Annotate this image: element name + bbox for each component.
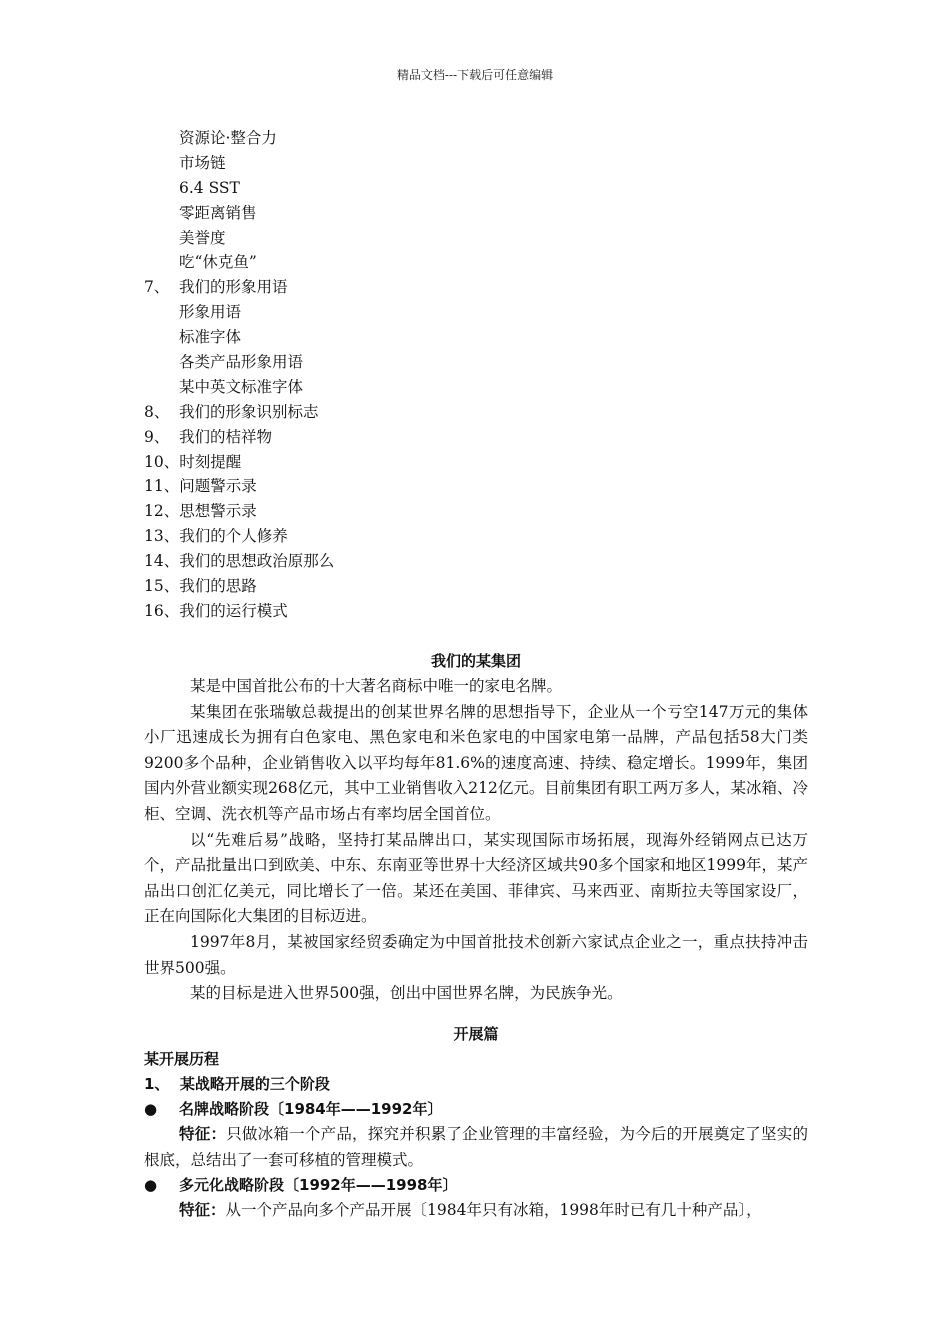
toc-item	[144, 226, 844, 251]
toc-item	[144, 574, 844, 599]
toc-text: 标准字体	[179, 328, 242, 347]
toc-text: 我们的形象识别标志	[179, 402, 319, 421]
toc-item	[144, 126, 844, 151]
section-title-development: 开展篇	[453, 1025, 499, 1043]
toc-number: 12、	[144, 502, 180, 521]
toc-item	[144, 450, 844, 475]
toc-text: 形象用语	[179, 303, 242, 322]
paragraph: 某是中国首批公布的十大著名商标中唯一的家电名牌。	[190, 677, 563, 695]
toc-number: 8、	[144, 402, 170, 421]
toc-number: 16、	[144, 601, 180, 620]
toc-text: 我们的思想政治原那么	[179, 552, 335, 571]
toc-item	[144, 599, 844, 624]
toc-text: 零距离销售	[179, 203, 257, 222]
toc-item	[144, 499, 844, 524]
toc-item	[144, 549, 844, 574]
toc-item	[144, 151, 844, 176]
toc-text: 市场链	[179, 153, 226, 172]
toc-item	[144, 425, 844, 450]
paragraph: 某的目标是进入世界500强，创出中国世界名牌，为民族争光。	[190, 984, 623, 1003]
feature-text: 从一个产品向多个产品开展〔1984年只有冰箱，1998年时已有几十种产品〕，	[225, 1201, 762, 1220]
stage-feature	[144, 1198, 808, 1224]
toc-number: 11、	[144, 477, 180, 496]
toc-text: 问题警示录	[179, 477, 257, 496]
history-heading: 某开展历程	[144, 1050, 220, 1068]
paragraph: 某集团在张瑞敏总裁提出的创某世界名牌的思想指导下，企业从一个亏空147万元的集体小厂迅速成长为拥有白色家电、黑色家电和米色家电的中国家电第一品牌，产品包括58大门类9200多个品种，企业销售收入以平均每年81.6%的速度高速、持续、稳定增长。1999年，集团国内外营业额实现268亿元，其中工业销售收入212亿元。目前集团有职工两万多人，某冰箱、冷柜、空调、洗衣机等产品市场占有率均居全国首位。	[144, 702, 808, 823]
bullet-icon: ●	[144, 1100, 158, 1118]
toc-text: 6.4 SST	[179, 178, 240, 197]
toc-text: 我们的思路	[179, 577, 257, 596]
toc-text: 我们的形象用语	[179, 278, 288, 297]
toc-item	[144, 250, 844, 275]
group-section	[144, 648, 808, 1007]
page-header: 精品文档---下载后可任意编辑	[396, 68, 554, 82]
stage-title: 多元化战略阶段〔1992年——1998年〕	[179, 1176, 458, 1195]
table-of-contents	[144, 126, 844, 624]
toc-text: 资源论·整合力	[179, 129, 277, 147]
toc-number: 14、	[144, 552, 180, 571]
toc-text: 各类产品形象用语	[179, 353, 304, 372]
development-section	[144, 1021, 808, 1224]
toc-text: 时刻提醒	[179, 452, 242, 471]
bullet-icon: ●	[144, 1176, 158, 1195]
toc-number: 9、	[144, 427, 170, 446]
paragraph: 以“先难后易”战略，坚持打某品牌出口，某实现国际市场拓展，现海外经销网点已达万个，产品批量出口到欧美、中东、东南亚等世界十大经济区域共90多个国家和地区1999年，某产品出口创汇亿美元，同比增长了一倍。某还在美国、菲律宾、马来西亚、南斯拉夫等国家设厂，正在向国际化大集团的目标迈进。	[144, 830, 808, 926]
toc-text: 思想警示录	[179, 502, 257, 521]
toc-text: 美誉度	[179, 228, 226, 247]
toc-number: 15、	[144, 577, 180, 596]
toc-item	[144, 300, 844, 325]
toc-item	[144, 176, 844, 201]
toc-text: 某中英文标准字体	[179, 377, 304, 396]
toc-text: 我们的个人修养	[179, 527, 288, 546]
toc-text: 我们的桔祥物	[179, 427, 273, 446]
stage-bullet	[144, 1097, 808, 1122]
numbered-heading: 1、 某战略开展的三个阶段	[144, 1075, 330, 1093]
toc-item	[144, 350, 844, 375]
feature-text: 只做冰箱一个产品，探究并积累了企业管理的丰富经验，为今后的开展奠定了坚实的根底，总结出了一套可移植的管理模式。	[144, 1125, 808, 1169]
toc-item	[144, 375, 844, 400]
stage-title: 名牌战略阶段〔1984年——1992年〕	[179, 1100, 443, 1118]
toc-item	[144, 275, 844, 300]
toc-item	[144, 201, 844, 226]
stage-bullet	[144, 1173, 808, 1198]
feature-label: 特征：	[179, 1201, 226, 1220]
toc-number: 7、	[144, 278, 170, 297]
toc-item	[144, 474, 844, 499]
toc-item	[144, 400, 844, 425]
toc-text: 我们的运行模式	[179, 601, 288, 620]
paragraph: 1997年8月，某被国家经贸委确定为中国首批技术创新六家试点企业之一，重点扶持冲击世界500强。	[144, 932, 808, 977]
section-title-group: 我们的某集团	[430, 652, 521, 670]
toc-item	[144, 325, 844, 350]
toc-text: 吃“休克鱼”	[179, 253, 257, 272]
stage-feature	[144, 1122, 808, 1173]
toc-number: 10、	[144, 452, 180, 471]
feature-label: 特征：	[179, 1125, 227, 1143]
toc-item	[144, 524, 844, 549]
toc-number: 13、	[144, 527, 180, 546]
